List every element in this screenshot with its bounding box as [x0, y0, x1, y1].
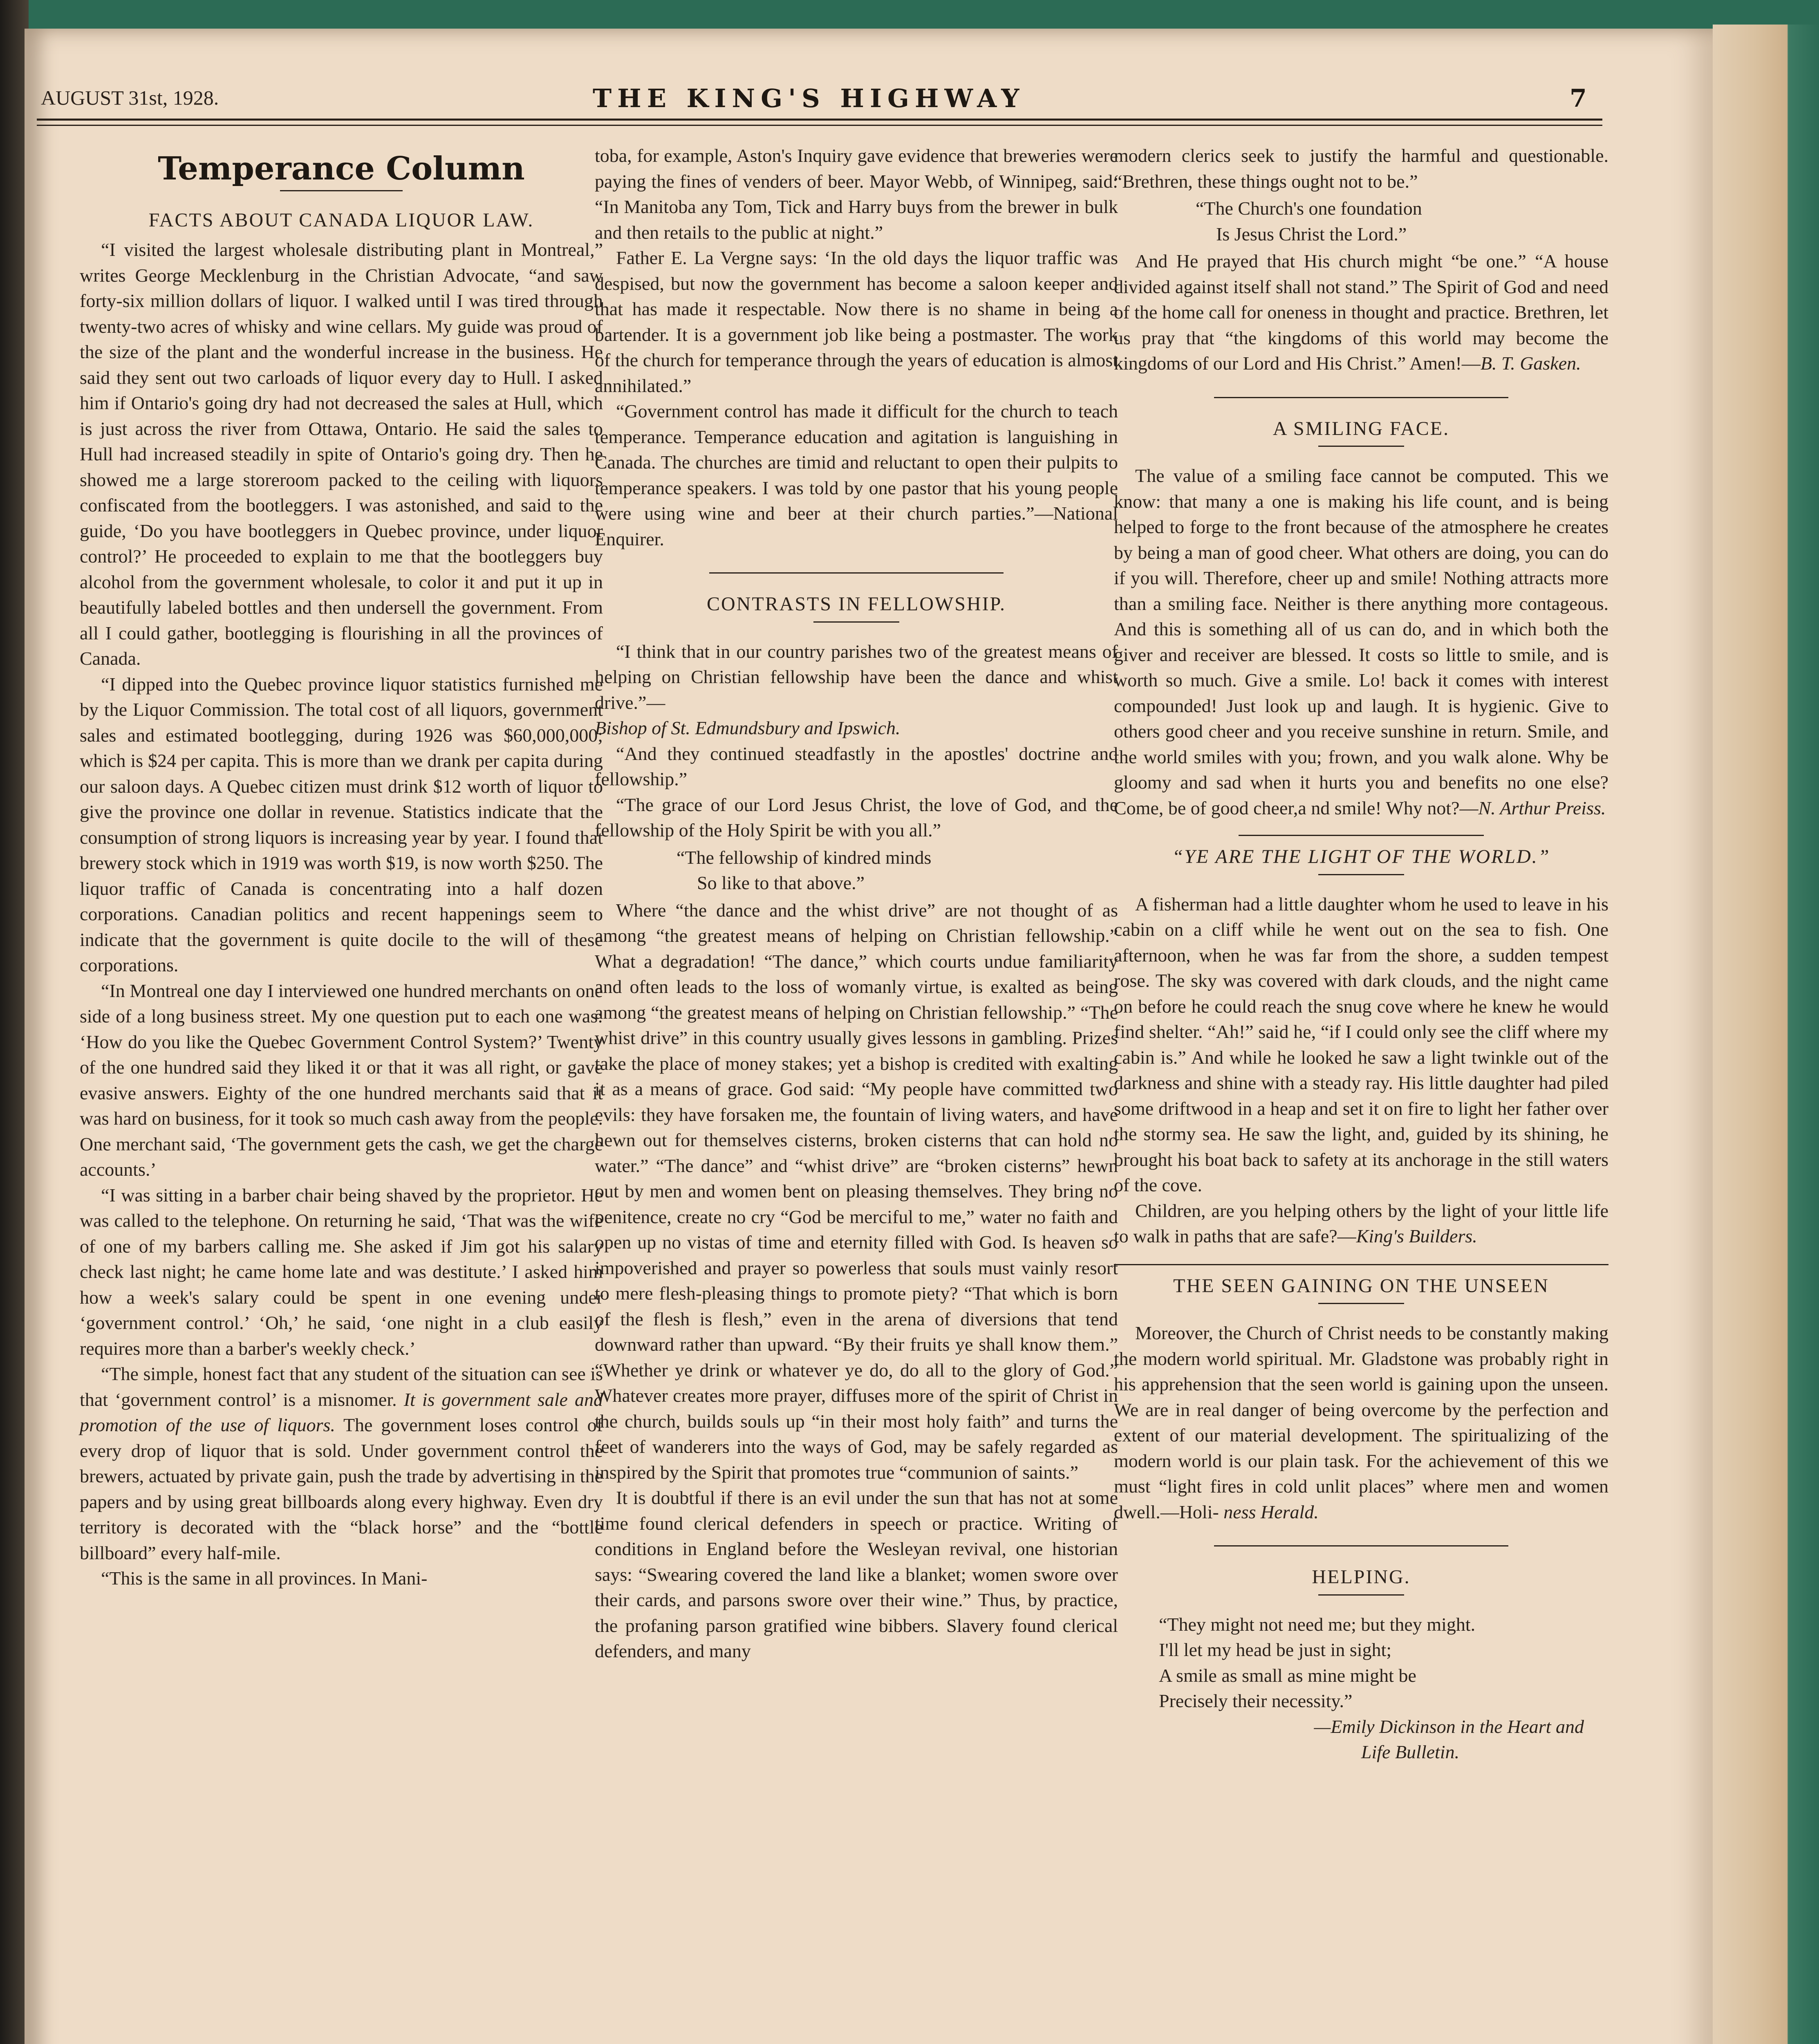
emphasis-text: It is government sale and promotion of the use of liquors.: [80, 1389, 603, 1435]
poem-line: A smile as small as mine might be: [1159, 1665, 1416, 1686]
paragraph-text: Children, are you helping others by the light of your little life to walk in paths that are safe?—: [1114, 1200, 1608, 1246]
poem-line: “They might not need me; but they might.: [1159, 1614, 1476, 1635]
poem-line: I'll let my head be just in sight;: [1159, 1639, 1392, 1660]
column-3: [1114, 143, 1608, 1767]
column-1: [80, 143, 603, 1591]
article-paragraph: “In Montreal one day I interviewed one hundred merchants on one side of a long business street. My one question put to each one was: ‘How do you like the Quebec Government Control System?’ Twenty of the one hundred said they liked it or that it was all right, or gave evasive answers. Eighty of the one hundred merchants said that it was hard on business, for it took so much cash away from the people. One merchant said, ‘The government gets the cash, we get the charge accounts.’: [80, 980, 603, 1180]
issue-date: AUGUST 31st, 1928.: [41, 86, 219, 109]
article-paragraph: [1114, 1198, 1608, 1249]
source-name: ness Herald.: [1223, 1501, 1319, 1522]
article-heading: FACTS ABOUT CANADA LIQUOR LAW.: [148, 209, 534, 231]
section-divider: [1214, 1545, 1508, 1546]
paragraph-text: And He prayed that His church might “be one.” “A house divided against itself shall not stand.” The Spirit of God and need of the home call for oneness in thought and practice. Brethren, let us pray that “the kingdoms of this world may become the kingdoms of our Lord and His Christ.” Amen!—: [1114, 251, 1608, 374]
section-divider: [1114, 1264, 1608, 1265]
article-paragraph: Father E. La Vergne says: ‘In the old days the liquor traffic was despised, but now the government has become a saloon keeper and that has made it respectable. Now there is no shame in being a bartender. It is a government job like being a postmaster. The work of the church for temperance through the years of education is almost annihilated.”: [595, 247, 1118, 396]
poem-attribution: —Emily Dickinson in the Heart and: [1314, 1716, 1584, 1737]
verse-line: So like to that above.”: [697, 872, 865, 893]
poem: [1114, 1612, 1608, 1765]
article-paragraph: “And they continued steadfastly in the apostles' doctrine and fellowship.”: [595, 743, 1118, 789]
article-paragraph: “I was sitting in a barber chair being shaved by the proprietor. He was called to the telephone. On returning he said, ‘That was the wife of one of my barbers calling me. She asked if Jim got his salary check last night; he came home late and was destitute.’ I asked him how a week's salary could be spent in one evening under ‘government control.’ ‘Oh,’ he said, ‘one night in a club easily requires more than a barber's weekly check.’: [80, 1184, 603, 1359]
publication-title: THE KING'S HIGHWAY: [593, 83, 1025, 113]
article-paragraph: [80, 1361, 603, 1566]
quote-attribution: Bishop of St. Edmundsbury and Ipswich.: [595, 717, 901, 738]
article-paragraph: [1114, 249, 1608, 377]
article-paragraph: A fisherman had a little daughter whom he used to leave in his cabin on a cliff while he went out on the sea to fish. One afternoon, when he was far from the shore, a sudden tempest rose. The sky was covered with dark clouds, and the night came on before he could reach the snug cove where he knew he would find shelter. “Ah!” said he, “if I could only see the cliff where my cabin is.” And while he looked he saw a light twinkle out of the darkness and shine with a steady ray. His little daughter had piled some driftwood in a heap and set it on fire to light her father over the stormy sea. He saw the light, and, guided by its shining, he brought his boat back to safety at its anchorage in the still waters of the cove.: [1114, 893, 1608, 1195]
header-rule-thin: [37, 125, 1602, 126]
article-heading: “YE ARE THE LIGHT OF THE WORLD.”: [1172, 846, 1550, 867]
poem-line: Precisely their necessity.”: [1159, 1690, 1353, 1711]
verse-line: Is Jesus Christ the Lord.”: [1216, 223, 1407, 244]
section-divider: [1318, 446, 1404, 447]
section-divider: [280, 190, 403, 191]
article-paragraph: “Government control has made it difficult for the church to teach temperance. Temperance education and agitation is languishing in Canada. The churches are timid and reluctant to open their pulpits to temperance speakers. I was told by one pastor that his young people were using wine and beer at their church parties.”—National Enquirer.: [595, 401, 1118, 549]
article-heading: HELPING.: [1312, 1566, 1411, 1588]
header-rule: [37, 119, 1602, 121]
author-name: N. Arthur Preiss.: [1478, 797, 1606, 818]
section-divider: [813, 621, 899, 623]
verse-line: “The Church's one foundation: [1196, 198, 1422, 219]
section-divider: [1239, 835, 1484, 836]
author-name: B. T. Gasken.: [1480, 353, 1581, 374]
article-paragraph: [1114, 1320, 1608, 1525]
page-header: [41, 83, 1611, 113]
article-heading: THE SEEN GAINING ON THE UNSEEN: [1173, 1275, 1549, 1297]
article-paragraph: Where “the dance and the whist drive” are not thought of as among “the greatest means of helping on Christian fellowship.” What a degradation! “The dance,” which courts undue familiarity and often leads to the loss of womanly virtue, is exalted as being among “the greatest means of helping on Christian fellowship.” “The whist drive” in this country usually gives lessons in gambling. Prizes take the place of money stakes; yet a bishop is credited with exalting it as a means of grace. God said: “My people have committed two evils: they have forsaken me, the fountain of living waters, and have hewn out for themselves cisterns, broken cisterns that can hold no water.” “The dance” and “whist drive” are “broken cisterns” hewn out by men and women bent on pleasing themselves. They bring no penitence, create no cry “God be merciful to me,” water no faith and open up no vistas of time and eternity filled with God. Is heaven so impoverished and prayer so powerless that souls must vainly resort to mere flesh-pleasing things to promote piety? “That which is born of the flesh is flesh,” even in the arena of diversions that tend downward rather than upward. “By their fruits ye shall know them.” “Whether ye drink or whatever ye do, do all to the glory of God.” Whatever creates more prayer, diffuses more of the spirit of Christ in the church, builds souls up “in their most holy faith” and turns the feet of wanderers into the ways of God, may be safely regarded as inspired by the Spirit that promotes true “communion of saints.”: [595, 899, 1118, 1483]
verse-line: “The fellowship of kindred minds: [677, 847, 932, 868]
article-paragraph: modern clerics seek to justify the harmful and questionable. “Brethren, these things ought not to be.”: [1114, 145, 1608, 192]
paragraph-text: The value of a smiling face cannot be computed. This we know: that many a one is making his life count, and is being helped to forge to the front because of the atmosphere he creates by being a man of good cheer. What others are doing, you can do if you will. Therefore, cheer up and smile! Nothing attracts more than a smiling face. Neither is there anything more contageous. And this is something all of us can do, and in which both the giver and receiver are blessed. It costs so little to smile, and is worth so much. Give a smile. Lo! back it comes with interest compounded! Just look up and laugh. It is hygienic. Give to others good cheer and you receive sunshine in return. Smile, and the world smiles with you; frown, and you walk alone. Why be gloomy and sad when it hurts you and benefits no one else? Come, be of good cheer,a nd smile! Why not?—: [1114, 465, 1608, 818]
section-divider: [1318, 1594, 1404, 1596]
article-paragraph: [1114, 463, 1608, 821]
article-paragraph: “The grace of our Lord Jesus Christ, the love of God, and the fellowship of the Holy Spirit be with you all.”: [595, 794, 1118, 840]
verse: [1114, 196, 1608, 247]
article-paragraph: [595, 639, 1118, 741]
source-name: King's Builders.: [1356, 1226, 1477, 1246]
article-paragraph: toba, for example, Aston's Inquiry gave evidence that breweries were paying the fines of venders of beer. Mayor Webb, of Winnipeg, said: “In Manitoba any Tom, Tick and Harry buys from the brewer in bulk and then retails to the public at night.”: [595, 145, 1118, 243]
page-number: 7: [1570, 84, 1587, 113]
column-title: Temperance Column: [158, 150, 525, 187]
section-divider: [1318, 874, 1404, 875]
section-divider: [1318, 1303, 1404, 1304]
poem-attribution: Life Bulletin.: [1361, 1741, 1460, 1762]
article-heading: CONTRASTS IN FELLOWSHIP.: [706, 593, 1006, 615]
page-edges: [1713, 25, 1819, 2044]
article-heading: A SMILING FACE.: [1272, 417, 1450, 439]
section-divider: [1214, 397, 1508, 398]
article-paragraph: It is doubtful if there is an evil under the sun that has not at some time found clerical defenders in speech or practice. Writing of conditions in England before the Wesleyan revival, one historian says: “Swearing covered the land like a blanket; women swore over their cards, and parsons swore over their wine.” Thus, by practice, the profaning parson gratified wine bibbers. Slavery found clerical defenders, and many: [595, 1487, 1118, 1661]
paragraph-text: The government loses control of every drop of liquor that is sold. Under government control the brewers, actuated by private gain, push the trade by advertising in the papers and by using great billboards along every highway. Even dry territory is decorated with the “black horse” and the “bottle billboard” every half-mile.: [80, 1414, 603, 1563]
paragraph-text: “I think that in our country parishes two of the greatest means of helping on Christian fellowship have been the dance and whist drive.”—: [595, 641, 1118, 713]
verse: [595, 845, 1118, 896]
paragraph-text: Moreover, the Church of Christ needs to be constantly making the modern world spiritual. Mr. Gladstone was probably right in his apprehension that the seen world is gaining upon the unseen. We are in real danger of being overcome by the perfection and extent of our material development. The spiritualizing of the modern world is our plain task. For the achievement of this we must “light fires in cold unlit places” where men and women dwell.—Holi-: [1114, 1322, 1608, 1522]
article-paragraph: “I visited the largest wholesale distributing plant in Montreal,” writes George Mecklenburg in the Christian Advocate, “and saw forty-six million dollars of liquor. I walked until I was tired through twenty-two acres of whisky and wine cellars. My guide was proud of the size of the plant and the wonderful increase in the business. He said they sent out two carloads of liquor every day to Hull. I asked him if Ontario's going dry had not decreased the sales at Hull, which is just across the river from Ottawa, Ontario. He said the sales to Hull had increased steadily in spite of Ontario's going dry. Then he showed me a large storeroom packed to the ceiling with liquors confiscated from the bootleggers. I was astonished, and said to the guide, ‘Do you have bootleggers in Quebec province, under liquor control?’ He proceeded to explain to me that the bootleggers buy alcohol from the government wholesale, to color it and put it up in beautifully labeled bottles and then undersell the government. From all I could gather, bootlegging is flourishing in all the provinces of Canada.: [80, 239, 603, 669]
article-paragraph: “This is the same in all provinces. In Mani-: [101, 1568, 428, 1589]
paragraph-text: “The simple, honest fact that any student of the situation can see is that ‘government control’ is a misnomer.: [80, 1363, 603, 1410]
column-2: [595, 143, 1118, 1664]
article-paragraph: “I dipped into the Quebec province liquor statistics furnished me by the Liquor Commission. The total cost of all liquors, government sales and estimated bootlegging, during 1926 was $60,000,000; which is $24 per capita. This is more than we drank per capita during our saloon days. A Quebec citizen must drink $12 worth of liquor to give the province one dollar in revenue. Statistics indicate that the consumption of strong liquors is increasing year by year. I found that brewery stock which in 1919 was worth $19, is now worth $250. The liquor traffic of Canada is concentrating into a half dozen corporations. Canadian politics and recent happenings seem to indicate that the government is quite docile to the will of these corporations.: [80, 673, 603, 975]
section-divider: [709, 572, 1004, 574]
